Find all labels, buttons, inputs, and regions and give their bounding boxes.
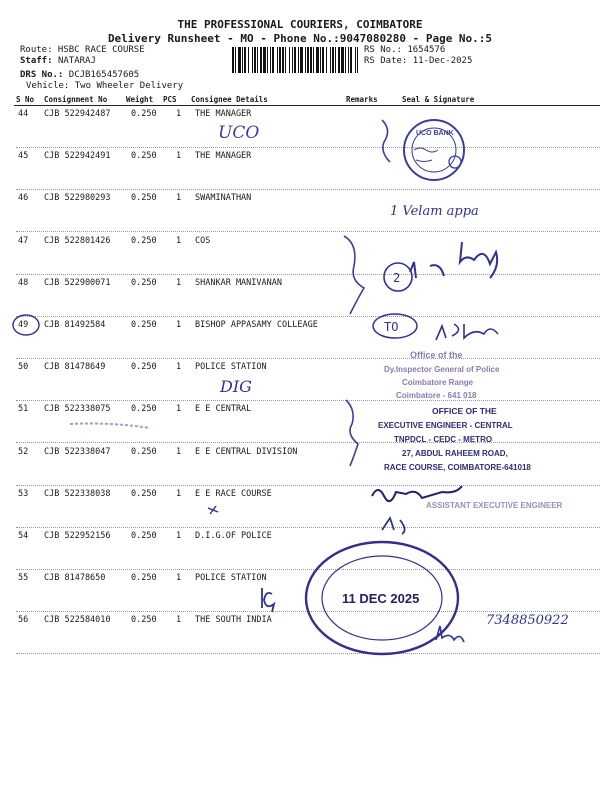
ee-stamp-line5: RACE COURSE, COIMBATORE-641018 <box>384 463 531 472</box>
row-consignment-no: CJB 522942487 <box>44 109 111 119</box>
dig-stamp-line2: Dy.Inspector General of Police <box>384 365 500 374</box>
handwriting-to: TO <box>384 320 399 334</box>
row-consignee: THE MANAGER <box>195 151 252 162</box>
dig-stamp-line3: Coimbatore Range <box>402 378 474 387</box>
row-consignee: COS <box>195 235 211 246</box>
row-pcs: 1 <box>176 362 182 373</box>
ee-stamp-line3: TNPDCL - CEDC - METRO <box>394 435 493 444</box>
row-weight: 0.250 <box>131 488 157 499</box>
dig-stamp-line1: Office of the <box>410 350 463 360</box>
rs-number: RS No.: 1654576 <box>364 45 446 55</box>
ee-stamp-line2: EXECUTIVE ENGINEER - CENTRAL <box>378 421 513 430</box>
ee-central-stamp <box>378 406 531 472</box>
signature-row49 <box>436 324 498 340</box>
signature-row47 <box>410 242 497 278</box>
row-pcs: 1 <box>176 531 182 541</box>
row-sno: 53 <box>18 488 29 499</box>
col-weight: Weight <box>126 95 154 104</box>
handwriting-circle-48: 2 <box>393 271 401 285</box>
staff-label: Staff: <box>20 56 53 66</box>
dig-stamp-line4: Coimbatore - 641 018 <box>396 391 477 400</box>
row-consignee: E E RACE COURSE <box>195 488 272 499</box>
row-weight: 0.250 <box>131 404 157 415</box>
row-consignee: THE SOUTH INDIA <box>195 615 272 626</box>
faint-stamp-smear <box>70 424 150 429</box>
row-weight: 0.250 <box>131 446 157 457</box>
signature-row53 <box>372 486 462 501</box>
vehicle-label: Vehicle: Two Wheeler Delivery <box>26 81 184 91</box>
row-weight: 0.250 <box>131 235 157 246</box>
row-consignment-no: CJB 81478649 <box>44 362 106 373</box>
drs-label: DRS No.: <box>20 70 64 80</box>
row-pcs: 1 <box>176 151 182 162</box>
row-pcs: 1 <box>176 446 182 457</box>
row-consignee: BISHOP APPASAMY COLLEAGE <box>195 320 318 330</box>
row-pcs: 1 <box>176 615 182 626</box>
row-sno: 50 <box>18 362 29 373</box>
date-oval-stamp <box>306 542 458 654</box>
row-consignment-no: CJB 522584010 <box>44 615 111 626</box>
uco-bank-stamp <box>404 120 464 180</box>
row-weight: 0.250 <box>131 531 157 541</box>
row-sno: 49 <box>18 320 29 330</box>
handwriting-uco: UCO <box>218 123 260 143</box>
col-sno: S No <box>16 95 35 104</box>
row-consignment-no: CJB 81492584 <box>44 320 106 330</box>
row-sno: 46 <box>18 193 29 204</box>
col-remarks: Remarks <box>346 95 378 104</box>
tick-row53 <box>208 506 218 514</box>
row-sno: 48 <box>18 277 29 288</box>
row-pcs: 1 <box>176 404 182 415</box>
row-consignee: SWAMINATHAN <box>195 193 252 204</box>
row-pcs: 1 <box>176 109 182 119</box>
row-pcs: 1 <box>176 235 182 246</box>
row-sno: 56 <box>18 615 29 626</box>
remarks-brace-1 <box>382 120 390 162</box>
row-consignee: D.I.G.OF POLICE <box>195 531 272 541</box>
row-consignment-no: CJB 522338038 <box>44 488 111 499</box>
aee-stamp <box>426 501 563 510</box>
row-sno: 52 <box>18 446 29 457</box>
row-weight: 0.250 <box>131 193 157 204</box>
handwriting-name: 1 Velam appa <box>390 204 479 219</box>
row-pcs: 1 <box>176 320 182 330</box>
row-consignee: E E CENTRAL DIVISION <box>195 446 298 457</box>
row-weight: 0.250 <box>131 573 157 584</box>
row-consignee: POLICE STATION <box>195 362 267 373</box>
row-pcs: 1 <box>176 193 182 204</box>
remarks-brace-2 <box>344 236 364 314</box>
staff-value: NATARAJ <box>57 56 96 66</box>
row-sno: 54 <box>18 531 29 541</box>
row-pcs: 1 <box>176 488 182 499</box>
row-pcs: 1 <box>176 573 182 584</box>
dig-office-stamp <box>384 350 500 400</box>
handwriting-phone: 7348850922 <box>486 613 569 628</box>
row-consignment-no: CJB 81478650 <box>44 573 106 584</box>
aee-stamp-line1: ASSISTANT EXECUTIVE ENGINEER <box>426 501 563 510</box>
company-title: THE PROFESSIONAL COURIERS, COIMBATORE <box>177 18 423 31</box>
route-label: Route: HSBC RACE COURSE <box>20 45 145 55</box>
row-weight: 0.250 <box>131 615 157 626</box>
date-stamp-text: 11 DEC 2025 <box>342 591 420 606</box>
ee-stamp-line4: 27, ABDUL RAHEEM ROAD, <box>402 449 508 458</box>
row-pcs: 1 <box>176 277 182 288</box>
col-pcs: PCS <box>163 95 177 104</box>
uco-stamp-label: UCO BANK <box>416 130 454 137</box>
row-weight: 0.250 <box>131 277 157 288</box>
signature-row54 <box>382 518 405 534</box>
row-consignment-no: CJB 522900071 <box>44 277 111 288</box>
signature-row55 <box>262 588 274 612</box>
col-consignee: Consignee Details <box>191 95 268 104</box>
row-sno: 45 <box>18 151 29 162</box>
row-consignee: SHANKAR MANIVANAN <box>195 277 282 288</box>
col-consignment: Consignment No <box>44 95 108 104</box>
row-consignment-no: CJB 522942491 <box>44 151 111 162</box>
runsheet-subtitle: Delivery Runsheet - MO - Phone No.:9047080280 - Page No.:5 <box>107 32 493 45</box>
row-consignee: THE MANAGER <box>195 109 252 119</box>
row-weight: 0.250 <box>131 109 157 119</box>
row-consignment-no: CJB 522338075 <box>44 404 111 415</box>
ee-stamp-line1: OFFICE OF THE <box>432 406 497 416</box>
circle-sno-49 <box>13 315 39 335</box>
row-consignee: E E CENTRAL <box>195 404 252 415</box>
rs-date: RS Date: 11-Dec-2025 <box>364 56 473 66</box>
row-sno: 44 <box>18 109 29 119</box>
row-consignment-no: CJB 522338047 <box>44 446 111 457</box>
row-consignment-no: CJB 522952156 <box>44 531 111 541</box>
row-weight: 0.250 <box>131 362 157 373</box>
remarks-brace-3 <box>346 400 358 466</box>
handwriting-dig: DIG <box>220 377 252 396</box>
col-seal: Seal & Signature <box>402 95 475 104</box>
row-weight: 0.250 <box>131 151 157 162</box>
row-consignee: POLICE STATION <box>195 573 267 584</box>
row-weight: 0.250 <box>131 320 157 330</box>
row-consignment-no: CJB 522801426 <box>44 235 111 246</box>
row-sno: 47 <box>18 235 29 246</box>
row-sno: 55 <box>18 573 29 584</box>
drs-value: DCJB165457605 <box>68 70 140 80</box>
row-consignment-no: CJB 522980293 <box>44 193 111 204</box>
row-sno: 51 <box>18 404 29 415</box>
